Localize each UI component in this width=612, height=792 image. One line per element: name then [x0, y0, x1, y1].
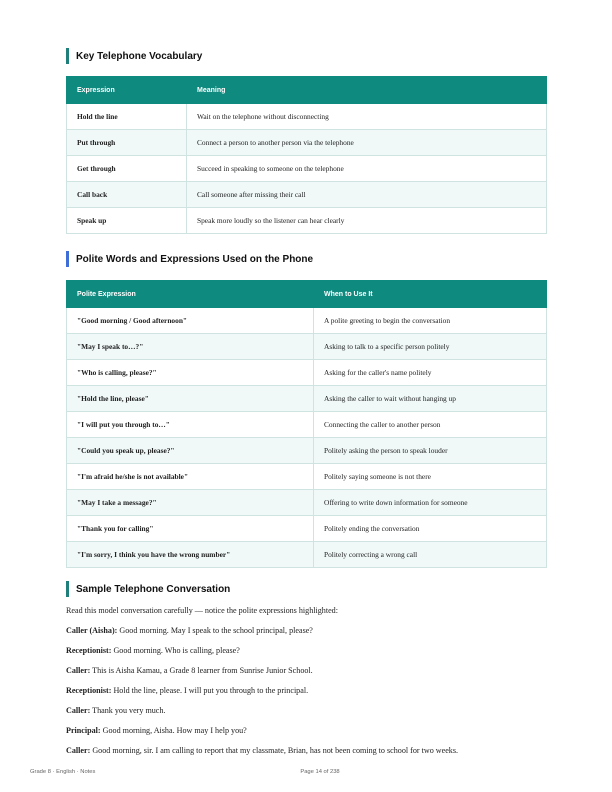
- expression-cell: "I'm sorry, I think you have the wrong number": [67, 542, 314, 568]
- usage-cell: Politely asking the person to speak louder: [314, 438, 547, 464]
- usage-cell: Offering to write down information for someone: [314, 490, 547, 516]
- heading-accent-bar: [66, 251, 69, 267]
- polite-expressions-table: [66, 280, 547, 568]
- conversation-intro: Read this model conversation carefully — notice the polite expressions highlighted:: [66, 606, 338, 615]
- table-row: [67, 386, 547, 412]
- table-row: [67, 542, 547, 568]
- table-row: [67, 490, 547, 516]
- column-header: Polite Expression: [67, 281, 314, 308]
- page-number: Page 14 of 238: [300, 769, 340, 775]
- conversation-line: [66, 706, 165, 715]
- table-header-row: [67, 77, 547, 104]
- expression-cell: "Thank you for calling": [67, 516, 314, 542]
- table-row: [67, 130, 547, 156]
- usage-cell: Politely correcting a wrong call: [314, 542, 547, 568]
- expression-cell: "Could you speak up, please?": [67, 438, 314, 464]
- table-row: [67, 156, 547, 182]
- expression-cell: "I'm afraid he/she is not available": [67, 464, 314, 490]
- term-cell: Call back: [67, 182, 187, 208]
- line-text: Thank you very much.: [92, 706, 166, 715]
- table-row: [67, 360, 547, 386]
- meaning-cell: Speak more loudly so the listener can hear clearly: [187, 208, 547, 234]
- column-header: When to Use It: [314, 281, 547, 308]
- expression-cell: "May I speak to…?": [67, 334, 314, 360]
- vocab-section-title: Key Telephone Vocabulary: [76, 50, 203, 62]
- conversation-line: [66, 726, 247, 735]
- meaning-cell: Wait on the telephone without disconnecting: [187, 104, 547, 130]
- table-row: [67, 104, 547, 130]
- line-text: Good morning. Who is calling, please?: [113, 646, 240, 655]
- usage-cell: Asking to talk to a specific person politely: [314, 334, 547, 360]
- vocab-section-heading: [66, 48, 202, 64]
- conversation-section-title: Sample Telephone Conversation: [76, 583, 231, 595]
- expression-cell: "Good morning / Good afternoon": [67, 308, 314, 334]
- expression-cell: "Who is calling, please?": [67, 360, 314, 386]
- conversation-section-heading: [66, 581, 230, 597]
- speaker-label: Receptionist:: [66, 646, 112, 655]
- term-cell: Put through: [67, 130, 187, 156]
- expression-cell: "Hold the line, please": [67, 386, 314, 412]
- footer-left: Grade 8 · English · Notes: [30, 769, 96, 775]
- conversation-line: [66, 666, 313, 675]
- expression-cell: "May I take a message?": [67, 490, 314, 516]
- table-row: [67, 208, 547, 234]
- meaning-cell: Connect a person to another person via the telephone: [187, 130, 547, 156]
- line-text: Good morning, Aisha. How may I help you?: [102, 726, 247, 735]
- line-text: Good morning. May I speak to the school principal, please?: [119, 626, 313, 635]
- table-row: [67, 334, 547, 360]
- usage-cell: Politely ending the conversation: [314, 516, 547, 542]
- meaning-cell: Call someone after missing their call: [187, 182, 547, 208]
- line-text: Hold the line, please. I will put you through to the principal.: [113, 686, 309, 695]
- expression-cell: "I will put you through to…": [67, 412, 314, 438]
- speaker-label: Caller:: [66, 666, 91, 675]
- conversation-line: [66, 646, 240, 655]
- usage-cell: Asking for the caller's name politely: [314, 360, 547, 386]
- term-cell: Speak up: [67, 208, 187, 234]
- term-cell: Get through: [67, 156, 187, 182]
- table-row: [67, 516, 547, 542]
- meaning-cell: Succeed in speaking to someone on the telephone: [187, 156, 547, 182]
- table-row: [67, 182, 547, 208]
- term-cell: Hold the line: [67, 104, 187, 130]
- speaker-label: Principal:: [66, 726, 101, 735]
- vocab-table: [66, 76, 547, 234]
- speaker-label: Caller:: [66, 746, 91, 755]
- conversation-line: [66, 626, 313, 635]
- heading-accent-bar: [66, 48, 69, 64]
- speaker-label: Receptionist:: [66, 686, 112, 695]
- conversation-line: [66, 686, 308, 695]
- line-text: Good morning, sir. I am calling to report that my classmate, Brian, has not been coming to school for two weeks.: [92, 746, 459, 755]
- table-row: [67, 464, 547, 490]
- speaker-label: Caller (Aisha):: [66, 626, 118, 635]
- table-row: [67, 308, 547, 334]
- polite-section-heading: [66, 251, 313, 267]
- table-row: [67, 438, 547, 464]
- table-row: [67, 412, 547, 438]
- usage-cell: A polite greeting to begin the conversation: [314, 308, 547, 334]
- usage-cell: Politely saying someone is not there: [314, 464, 547, 490]
- column-header: Expression: [67, 77, 187, 104]
- speaker-label: Caller:: [66, 706, 91, 715]
- usage-cell: Connecting the caller to another person: [314, 412, 547, 438]
- table-header-row: [67, 281, 547, 308]
- heading-accent-bar: [66, 581, 69, 597]
- column-header: Meaning: [187, 77, 547, 104]
- conversation-line: [66, 746, 458, 755]
- line-text: This is Aisha Kamau, a Grade 8 learner from Sunrise Junior School.: [92, 666, 313, 675]
- polite-section-title: Polite Words and Expressions Used on the Phone: [76, 253, 314, 265]
- usage-cell: Asking the caller to wait without hanging up: [314, 386, 547, 412]
